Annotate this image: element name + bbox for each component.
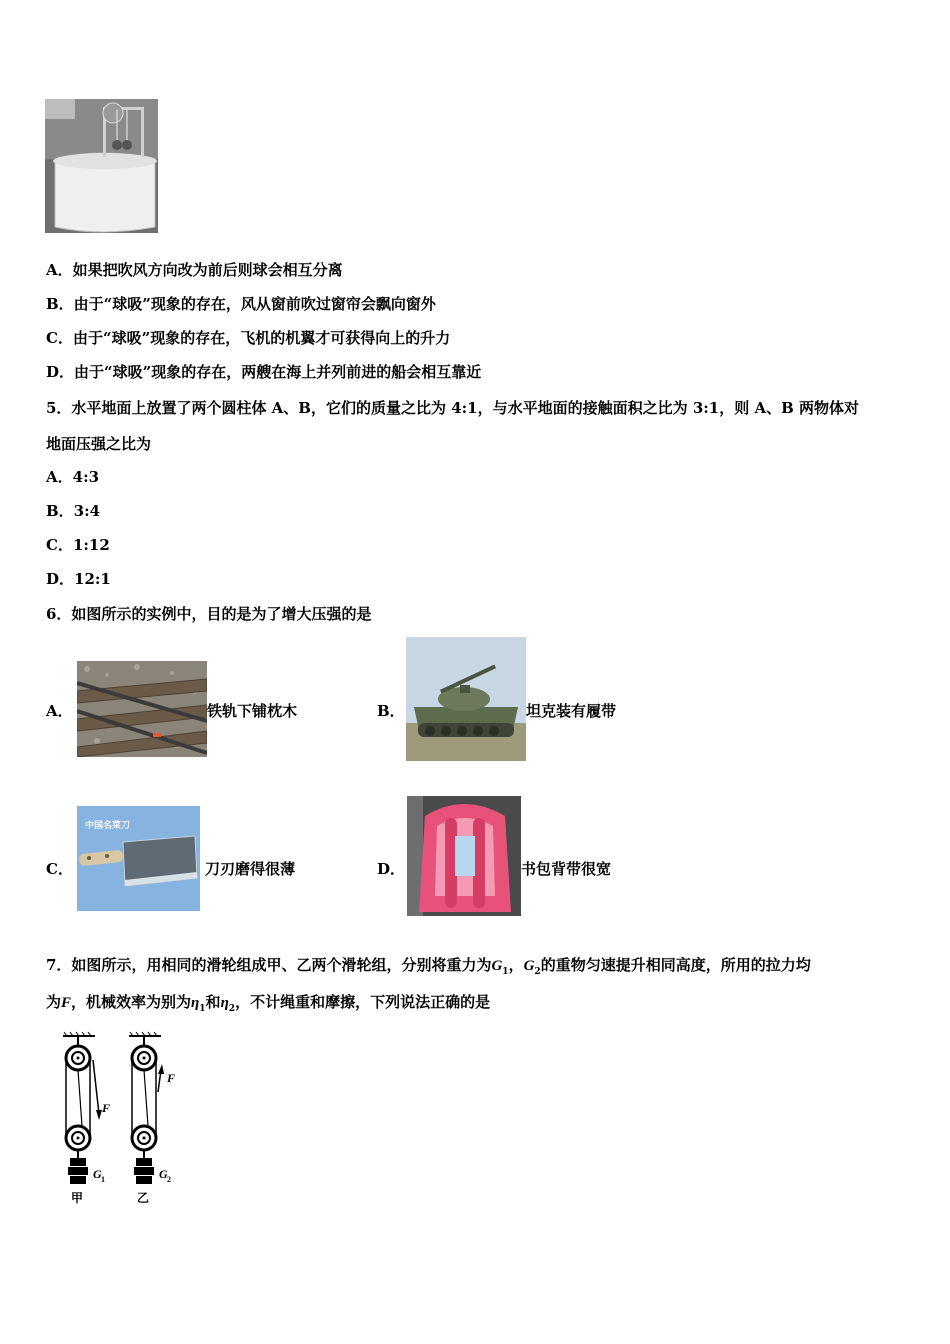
q4-option-a: A．如果把吹风方向改为前后则球会相互分离	[46, 261, 343, 279]
q5-option-c: C．1:12	[46, 536, 110, 554]
pulley-b-weight-subscript: 2	[167, 1175, 171, 1184]
pulley-b-label: 乙	[137, 1191, 150, 1205]
schoolbag-image	[407, 796, 521, 916]
q6-option-b-caption: 坦克装有履带	[526, 702, 617, 720]
q6-option-d-caption: 书包背带很宽	[521, 860, 612, 878]
railway-sleepers-image	[77, 661, 207, 757]
q6-option-b-letter: B．	[377, 702, 405, 720]
pulley-a-label: 甲	[71, 1191, 84, 1205]
pulley-a-weight-subscript: 1	[101, 1175, 105, 1184]
q5-option-d: D．12:1	[46, 570, 111, 588]
q4-option-b: B．由于“球吸”现象的存在，风从窗前吹过窗帘会飘向窗外	[46, 295, 436, 313]
q6-option-c-letter: C．	[46, 860, 73, 878]
knife-text: 中国名菜刀	[85, 821, 131, 831]
q5-stem-line1: 5．水平地面上放置了两个圆柱体 A、B，它们的质量之比为 4:1，与水平地面的接触面积之比为 3:1，则 A、B 两物体对	[46, 399, 860, 417]
pulley-a-weight-label: G	[93, 1167, 102, 1181]
ball-suction-exhibit-image	[45, 99, 158, 233]
pulley-systems-figure	[55, 1030, 190, 1208]
pulley-a-force-label: F	[102, 1101, 111, 1115]
q5-option-b: B．3:4	[46, 502, 101, 520]
q6-option-a-caption: 铁轨下铺枕木	[207, 702, 298, 720]
q4-option-c: C．由于“球吸”现象的存在，飞机的机翼才可获得向上的升力	[46, 329, 451, 347]
q6-option-a-letter: A．	[46, 702, 73, 720]
q7-stem-line2: 为F，机械效率为别为$\eta_1$和$\eta_2$，不计绳重和摩擦，下列说法正确的是	[46, 993, 491, 1014]
pulley-b-weight-label: G	[159, 1167, 168, 1181]
q7-stem-line1: 7．如图所示，用相同的滑轮组成甲、乙两个滑轮组，分别将重力为$G_1$，$G_2$的重物匀速提升相同高度，所用的拉力均	[46, 956, 811, 977]
q4-option-d: D．由于“球吸”现象的存在，两艘在海上并列前进的船会相互靠近	[46, 363, 482, 381]
q5-option-a: A．4:3	[46, 468, 100, 486]
q6-stem: 6．如图所示的实例中，目的是为了增大压强的是	[46, 605, 372, 623]
q5-stem-line2: 地面压强之比为	[46, 435, 152, 453]
q6-option-c-caption: 刀刃磨得很薄	[205, 860, 296, 878]
kitchen-knife-image	[77, 806, 200, 911]
pulley-b-force-label: F	[167, 1071, 176, 1085]
tank-image	[406, 637, 526, 761]
q6-option-d-letter: D．	[377, 860, 406, 878]
